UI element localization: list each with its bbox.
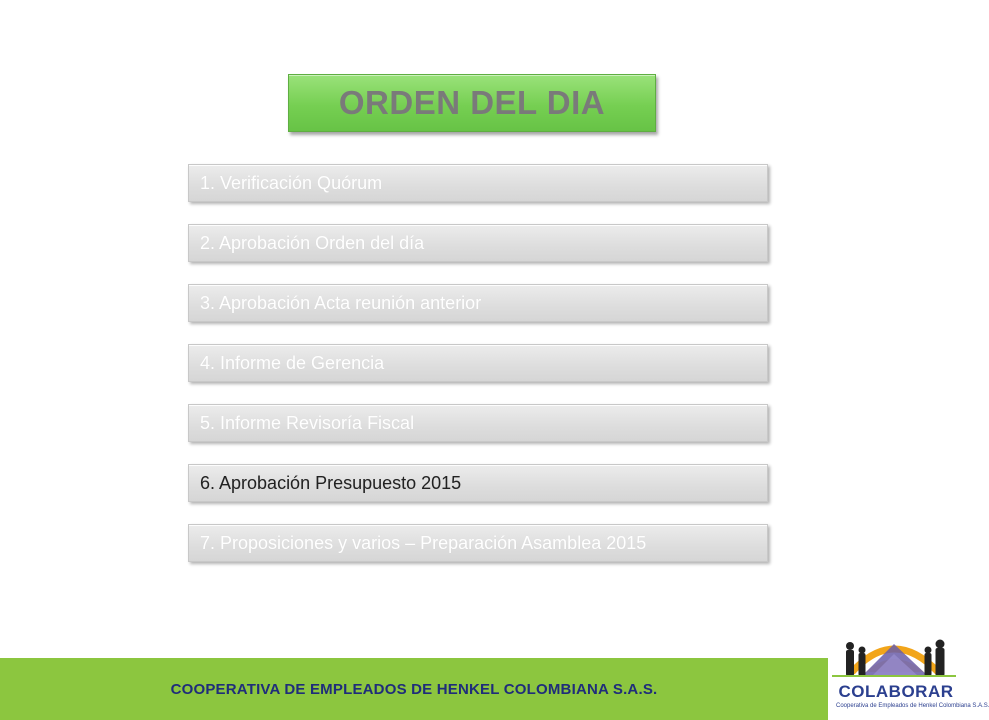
agenda-item-label: 1. Verificación Quórum	[200, 172, 383, 193]
agenda-item-3	[188, 284, 768, 322]
agenda-item-1	[188, 164, 768, 202]
logo-name: COLABORAR	[838, 682, 954, 701]
agenda-item-label: 4. Informe de Gerencia	[200, 352, 385, 373]
footer-organization: COOPERATIVA DE EMPLEADOS DE HENKEL COLOMBIANA S.A.S.	[170, 681, 658, 698]
agenda-item-6	[188, 464, 768, 502]
page-title: ORDEN DEL DIA	[338, 84, 606, 121]
agenda-item-5	[188, 404, 768, 442]
agenda-item-label: 3. Aprobación Acta reunión anterior	[200, 292, 482, 313]
agenda-item-label: 2. Aprobación Orden del día	[200, 232, 425, 253]
title-banner	[288, 74, 656, 132]
agenda-item-label: 5. Informe Revisoría Fiscal	[200, 412, 415, 433]
agenda-item-label: 6. Aprobación Presupuesto 2015	[200, 472, 462, 493]
agenda-item-4	[188, 344, 768, 382]
agenda-item-2	[188, 224, 768, 262]
agenda-item-7	[188, 524, 768, 562]
logo-subtitle: Cooperativa de Empleados de Henkel Colombiana S.A.S.	[836, 703, 989, 709]
agenda-item-label: 7. Proposiciones y varios – Preparación Asamblea 2015	[200, 532, 647, 553]
